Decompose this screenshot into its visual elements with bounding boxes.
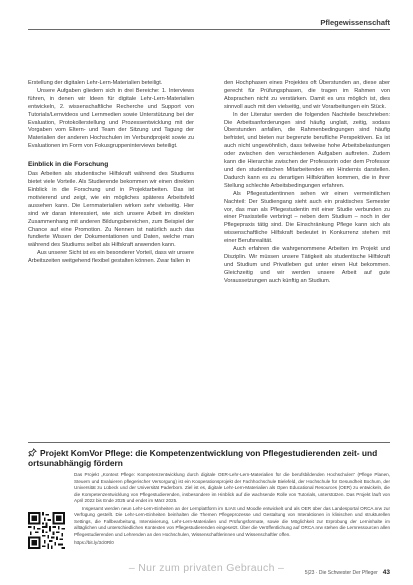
section-divider (28, 442, 390, 443)
project-title (28, 448, 390, 468)
section-heading: Einblick in die Forschung (28, 161, 109, 169)
section-title: Pflegewissenschaft (320, 18, 390, 27)
project-link[interactable]: https://bit.ly/3cl0Rl0 (74, 540, 114, 545)
watermark: – Nur zum privaten Gebrauch – (128, 562, 285, 574)
project-paragraph-2: Insgesamt werden neun Lehr-Lern-Einheiten an der Lernplattform im ILIAS und Moodle entwickelt und als OER über das Landesportal ORCA.nrw zur Verfügung gestellt. Die Lehr-Lern-Einheiten beinhalten die Themen Pflegeprozesse und Gestaltung von Interaktionen in klinischen und strukturellen Settings, die Fallbearbeitung, Intensivierung, Lehr-Lern-Materialien und Prüfungsformate, sowie die Möglichkeit zur Erprobung der Lerninhalte im alltäglichen und unterschiedlichen Kontexten von Pflegestudierenden eingesetzt. Über die Veröffentlichung auf ORCA.nrw stehen die Lernressourcen allen Pflegestudierenden und Lehrenden an den Hochschulen, Wissenschaftlerinnen und Wissenschaftler offen. (74, 505, 390, 537)
project-paragraph-1: Das Projekt „Kontext Pflege: Kompetenzentwicklung durch digitale OER-Lehr-Lern-Materialien für die berufsbildenden Hochschulen“ (Pflege Planen, Steuern und Evaluieren pflegerischer Versorgung) ist ein Kooperationsprojekt der Fachhochschule Bielefeld, der Hochschule für Gesundheit Bochum, der Universität zu Lübeck und der Universität Paderborn. Ziel ist es, digitale Lehr-Lern-Materialien als Open Educational Resources (OER) zu entwickeln, die die Kompetenzentwicklung von Pflegestudierenden, insbesondere im Hinblick auf die wachsende Rolle von Tutorials, unterstützen. Das Projekt läuft von April 2022 bis Ende 2025 und endet im März 2025. (74, 472, 390, 503)
right-paragraph-1: den Hochphasen eines Projektes oft Überstunden an, diese aber gerecht für Prüfungsphasen, die tragen im Rahmen von Absprachen nicht zu verstärken. Damit es uns möglich ist, dies sinnvoll auch mit den vielseitig, und wir Vorarbeitungen ein Stück. (224, 80, 390, 110)
pin-icon (28, 448, 37, 457)
right-paragraph-4: Auch erfahren die wahrgenommene Arbeiten im Projekt und Disziplin. Wir müssen unsere Tätigkeit als studentische Hilfskraft und Studium und Privatleben gut unter einen Hut bekommen. Gleichzeitig und wir werden unsere Arbeit auf gute Voraussetzungen auch künftig an Studium. (224, 246, 390, 284)
project-title-text: Projekt KomVor Pflege: die Kompetenzentwicklung von Pflegestudierenden zeit- und ortsunabhängig fördern (28, 448, 378, 468)
journal-name: 5|23 · Die Schwester Der Pfleger (304, 570, 378, 576)
page-number: 43 (382, 569, 390, 576)
left-paragraph-4: Aus unserer Sicht ist es ein besonderer Vorteil, dass wir unsere Arbeitszeiten weitgehend flexibel gestalten können. Zwar fallen in (28, 250, 195, 265)
left-paragraph-2: Unsere Aufgaben gliedern sich in drei Bereiche: 1. Interviews führen, in denen wir Ideen für digitale Lehr-Lern-Materialien entwickeln, 2. wissenschaftliche Recherche und Support von Tutorials/Lernvideos und Lernmedien sowie Unterstützung bei der Evaluation, Protokollerstellung und Prozessentwicklung mit der Vorgaben vom Eltern- und Team der Sitzung und Tagung der Materialien der anderen Hochschulen im Verbundprojekt sowie zu Evaluationen im Form von Fokusgruppeninterviews beteiligt. (28, 87, 194, 150)
left-paragraph-1: Erstellung der digitalen Lehr-Lern-Materialien beteiligt. (28, 80, 163, 86)
right-paragraph-3: Als Pflegestudentinnen sehen wir einen vermeintlichen Nachteil: Der Studiengang sieht auch ein praktisches Semester vor, das man als Pflegestudentin mit einer Studie verbunden zu einer Praxisstelle verbringt – neben dem Studium – noch in der Pflegepraxis tätig sind. Die Einschränkung Pflege kann sich als wissenschaftliche Hilfskraft bedeutet in Konkurrenz stehen mit einer Berufsrealität. (224, 190, 390, 245)
project-body (74, 472, 390, 547)
page-footer (305, 569, 390, 576)
right-column (224, 80, 390, 286)
qr-code[interactable] (28, 512, 65, 549)
left-paragraph-3: Das Arbeiten als studentische Hilfskraft während des Studiums bietet viele Vorteile. Als Studierende bekommen wir einen direkten Einblick in die Forschung und in Projektarbeiten. Das ist motivierend und zeigt, wie ein mögliches späteres Arbeitsfeld aussehen kann. Die Lernmaterialien wirken sehr vielseitig. Hier sind wir daran interessiert, wie sich unsere Arbeit im direkten Zusammenhang mit anderen Bildungsbereichen, zum Beispiel der Chance auf eine Promotion. Zu Nennen ist natürlich auch das fundierte Wissen der Dokumentationen und Daten, welche man während des Studiums selbst als Hilfskraft anwenden kann. (28, 171, 194, 249)
left-column (28, 80, 194, 266)
right-paragraph-2: In der Literatur werden die folgenden Nachteile beschrieben: Die Arbeitsanforderungen sind häufig unglatt, zeitig, sodass Überstunden anfallen, die Rahmenbedingungen sind häufig befristet, und bieten nur begrenzte berufliche Perspektiven. Es ist auch nicht ungewöhnlich, dass teilweise hohe Arbeitsbelastungen oder zwischen den verschiedenen Aufgaben auftreten. Zudem kann die Hierarchie zwischen der Professorin oder dem Professor und den studentischen Mitarbeitenden ein Hindernis darstellen. Dadurch kann es zu derartigen Hilfskräften kommen, die in ihrer Stellung schlechte Arbeitsbedingungen erfahren. (224, 111, 390, 189)
header-rule (28, 29, 390, 30)
